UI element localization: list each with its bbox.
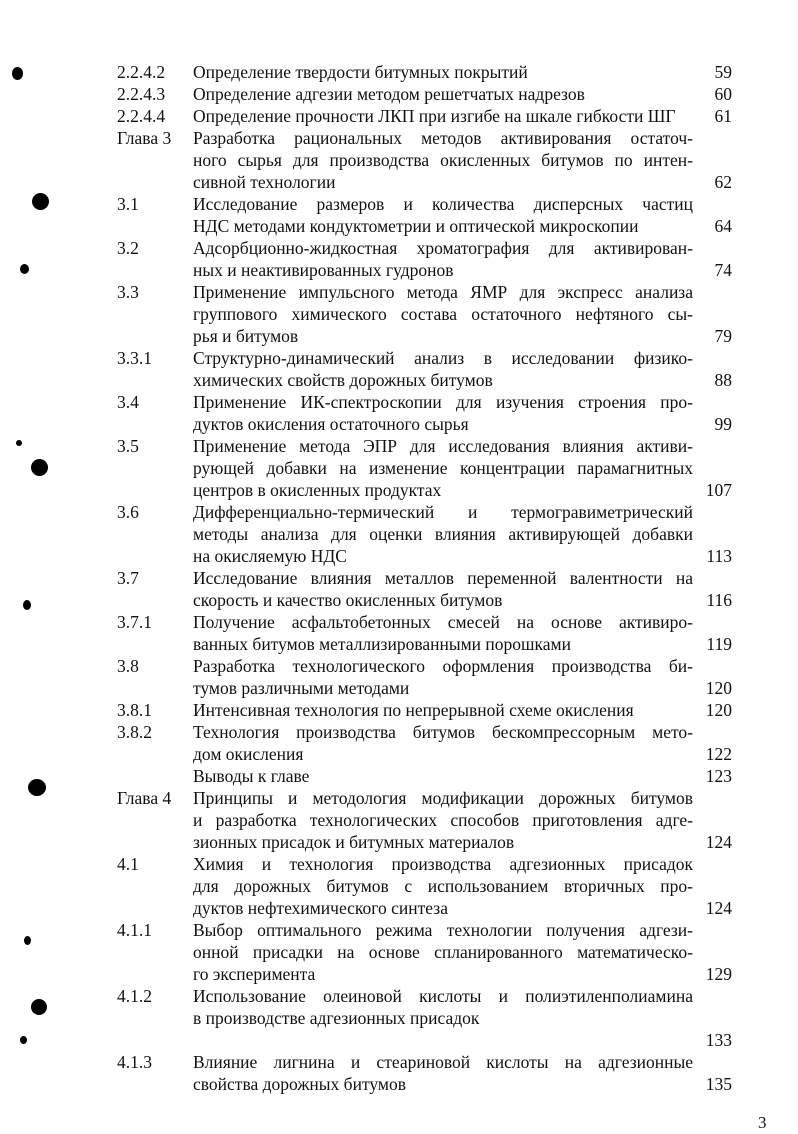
entry-title-line: Влияние лигнина и стеариновой кислоты на адгезионные	[193, 1052, 693, 1072]
entry-title-line: Определение адгезии методом решетчатых надрезов	[193, 84, 585, 104]
entry-page-number: 120	[705, 700, 732, 720]
entry-page-number: 88	[714, 370, 732, 390]
entry-title-line: Дифференциально-термический и термогравиметрический	[193, 502, 693, 522]
entry-number: 3.3.1	[117, 348, 152, 368]
entry-page-number: 120	[705, 678, 732, 698]
entry-title-line: Использование олеиновой кислоты и полиэтиленполиамина	[193, 986, 693, 1006]
entry-title-line: Исследование влияния металлов переменной валентности на	[193, 568, 693, 588]
scan-mark	[20, 264, 29, 274]
entry-title-line: Определение твердости битумных покрытий	[193, 62, 528, 82]
entry-title-line: в производстве адгезионных присадок	[193, 1008, 480, 1028]
entry-title-line: Применение метода ЭПР для исследования влияния активи-	[193, 436, 693, 456]
page-number: 3	[758, 1113, 767, 1132]
entry-page-number: 133	[705, 1030, 732, 1050]
entry-title-line: Получение асфальтобетонных смесей на основе активиро-	[193, 612, 693, 632]
entry-title-line: Адсорбционно-жидкостная хроматография для активирован-	[193, 238, 693, 258]
entry-title-line: Разработка рациональных методов активирования остаточ-	[193, 128, 693, 148]
entry-title-line: Выводы к главе	[193, 766, 310, 786]
entry-title-line: дом окисления	[193, 744, 304, 764]
entry-title-line: Разработка технологического оформления производства би-	[193, 656, 693, 676]
entry-number: 2.2.4.2	[117, 62, 166, 82]
entry-number: 3.4	[117, 392, 139, 412]
scan-mark	[24, 936, 31, 945]
entry-title-line: свойства дорожных битумов	[193, 1074, 406, 1094]
entry-page-number: 116	[706, 590, 732, 610]
entry-number: 3.8	[117, 656, 139, 676]
entry-title-line: сивной технологии	[193, 172, 336, 192]
entry-title-line: ванных битумов металлизированными порошками	[193, 634, 571, 654]
entry-title-line: тумов различными методами	[193, 678, 410, 698]
scan-mark	[23, 600, 31, 610]
entry-number: 2.2.4.3	[117, 84, 166, 104]
entry-title-line: центров в окисленных продуктах	[193, 480, 442, 500]
entry-title-line: Структурно-динамический анализ в исследовании физико-	[193, 348, 693, 368]
entry-number: 3.1	[117, 194, 139, 214]
entry-page-number: 129	[705, 964, 732, 984]
scan-mark	[32, 193, 49, 210]
entry-number: 4.1.2	[117, 986, 152, 1006]
entry-number: Глава 3	[117, 128, 172, 148]
entry-title-line: рующей добавки на изменение концентрации парамагнитных	[193, 458, 693, 478]
entry-title-line: дуктов окисления остаточного сырья	[193, 414, 469, 434]
entry-number: 3.7	[117, 568, 139, 588]
entry-page-number: 122	[705, 744, 732, 764]
entry-title-line: Технология производства битумов бескомпрессорным мето-	[193, 722, 693, 742]
entry-title-line: ных и неактивированных гудронов	[193, 260, 454, 280]
entry-page-number: 74	[714, 260, 732, 280]
entry-number: 4.1.1	[117, 920, 152, 940]
entry-page-number: 107	[705, 480, 732, 500]
entry-title-line: Выбор оптимального режима технологии получения адгези-	[193, 920, 693, 940]
entry-title-line: онной присадки на основе спланированного математическо-	[193, 942, 693, 962]
entry-page-number: 99	[714, 414, 732, 434]
entry-title-line: Интенсивная технология по непрерывной схеме окисления	[193, 700, 634, 720]
entry-page-number: 123	[705, 766, 732, 786]
entry-page-number: 79	[714, 326, 732, 346]
entry-page-number: 61	[714, 106, 732, 126]
entry-number: 3.8.2	[117, 722, 152, 742]
entry-number: 3.7.1	[117, 612, 152, 632]
entry-title-line: Применение ИК-спектроскопии для изучения строения про-	[193, 392, 693, 412]
entry-number: 4.1.3	[117, 1052, 152, 1072]
scan-mark	[31, 459, 48, 476]
scan-mark	[28, 779, 46, 796]
entry-title-line: методы анализа для оценки влияния активирующей добавки	[193, 524, 693, 544]
entry-number: 3.6	[117, 502, 139, 522]
scan-mark	[16, 440, 22, 446]
entry-page-number: 64	[714, 216, 732, 236]
entry-title-line: для дорожных битумов с использованием вторичных про-	[193, 876, 693, 896]
entry-title-line: скорость и качество окисленных битумов	[193, 590, 503, 610]
entry-page-number: 124	[705, 898, 732, 918]
entry-title-line: Определение прочности ЛКП при изгибе на шкале гибкости ШГ	[193, 106, 676, 126]
entry-title-line: Применение импульсного метода ЯМР для экспресс анализа	[193, 282, 693, 302]
entry-title-line: на окисляемую НДС	[193, 546, 347, 566]
entry-title-line: химических свойств дорожных битумов	[193, 370, 493, 390]
entry-page-number: 59	[714, 62, 732, 82]
entry-page-number: 124	[705, 832, 732, 852]
entry-title-line: Исследование размеров и количества дисперсных частиц	[193, 194, 693, 214]
entry-title-line: и разработка технологических способов приготовления адге-	[193, 810, 693, 830]
entry-page-number: 60	[714, 84, 732, 104]
entry-title-line: группового химического состава остаточного нефтяного сы-	[193, 304, 693, 324]
entry-title-line: го эксперимента	[193, 964, 316, 984]
entry-number: 3.5	[117, 436, 139, 456]
entry-page-number: 135	[705, 1074, 732, 1094]
entry-number: 3.8.1	[117, 700, 152, 720]
entry-number: 3.2	[117, 238, 139, 258]
entry-number: 2.2.4.4	[117, 106, 166, 126]
entry-page-number: 119	[706, 634, 732, 654]
entry-number: Глава 4	[117, 788, 172, 808]
scan-mark	[12, 67, 23, 80]
entry-title-line: НДС методами кондуктометрии и оптической микроскопии	[193, 216, 639, 236]
entry-page-number: 62	[714, 172, 732, 192]
entry-number: 3.3	[117, 282, 139, 302]
entry-title-line: Химия и технология производства адгезионных присадок	[193, 854, 693, 874]
entry-title-line: дуктов нефтехимического синтеза	[193, 898, 448, 918]
scan-mark	[20, 1036, 27, 1044]
entry-page-number: 113	[706, 546, 732, 566]
entry-title-line: рья и битумов	[193, 326, 299, 346]
entry-title-line: зионных присадок и битумных материалов	[193, 832, 515, 852]
scan-mark	[31, 999, 47, 1015]
entry-number: 4.1	[117, 854, 139, 874]
entry-title-line: Принципы и методология модификации дорожных битумов	[193, 788, 693, 808]
entry-title-line: ного сырья для производства окисленных битумов по интен-	[193, 150, 693, 170]
